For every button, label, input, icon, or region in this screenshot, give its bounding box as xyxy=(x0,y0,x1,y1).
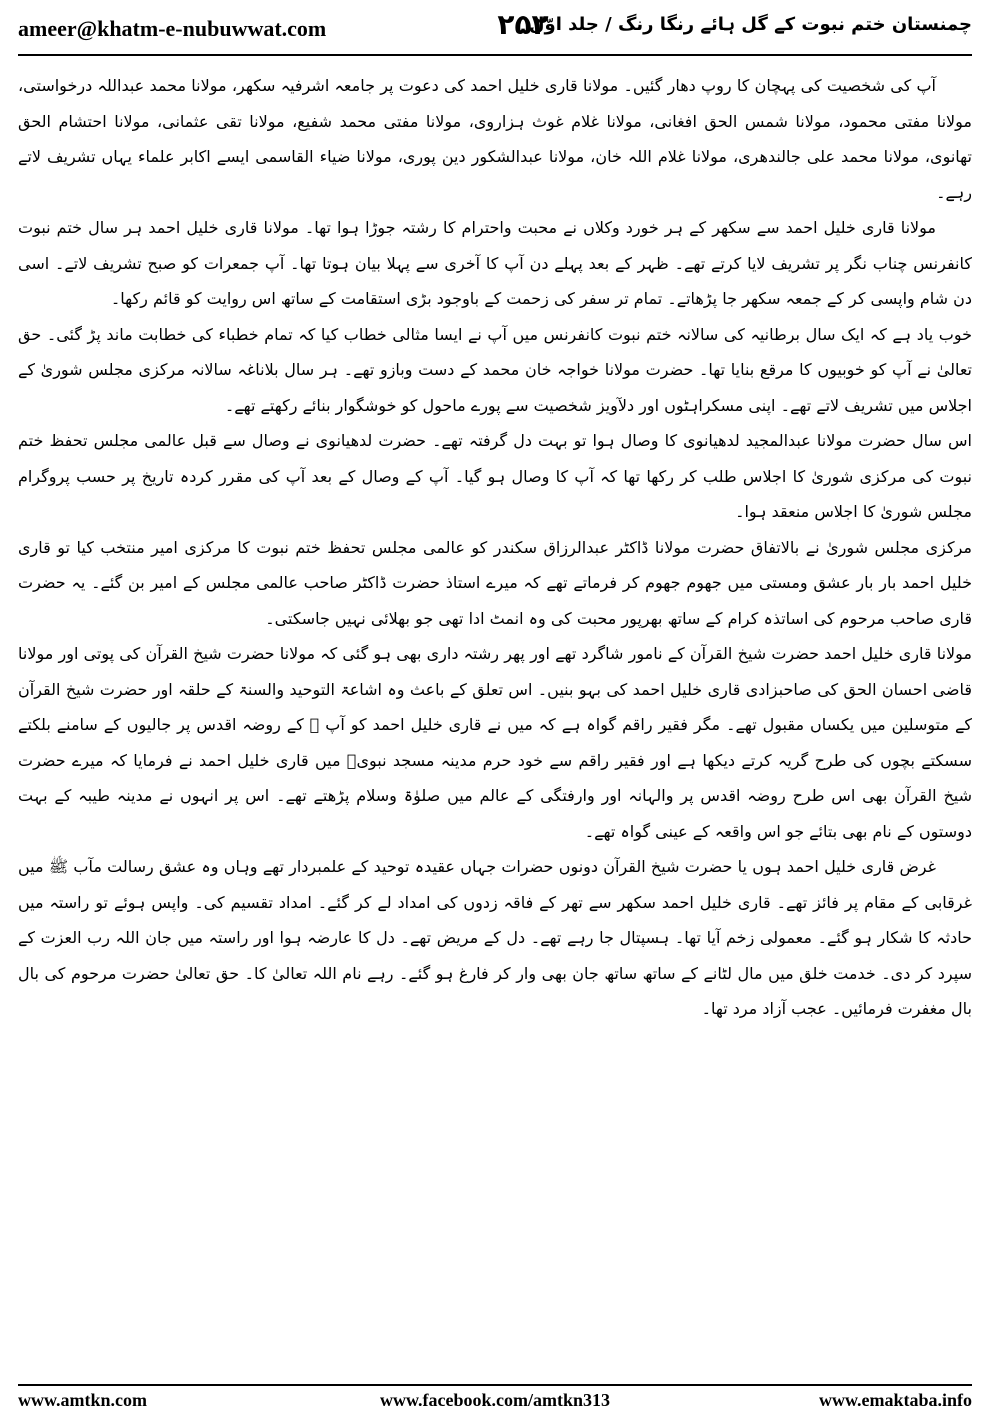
footer-divider xyxy=(18,1384,972,1386)
page-body xyxy=(18,68,972,1374)
page-header xyxy=(18,6,972,50)
header-divider xyxy=(18,54,972,56)
paragraph: خوب یاد ہے کہ ایک سال برطانیہ کی سالانہ ختم نبوت کانفرنس میں آپ نے ایسا مثالی خطاب کیا کہ تمام خطباء کی خطابت ماند پڑ گئی۔ حق تعالیٰ نے آپ کو خوبیوں کا مرقع بنایا تھا۔ حضرت مولانا خواجہ خان محمد کے دست وبازو تھے۔ ہر سال بلاناغہ سالانہ مرکزی مجلس شوریٰ کے اجلاس میں تشریف لاتے تھے۔ اپنی مسکراہٹوں اور دلآویز شخصیت سے پورے ماحول کو خوشگوار بنائے رکھتے تھے۔ xyxy=(18,324,972,415)
paragraph: آپ کی شخصیت کی پہچان کا روپ دھار گئیں۔ مولانا قاری خلیل احمد کی دعوت پر جامعہ اشرفیہ سکھر، مولانا محمد عبداللہ درخواستی، مولانا مفتی محمود، مولانا شمس الحق افغانی، مولانا غلام غوث ہزاروی، مولانا مفتی محمد شفیع، مولانا تقی عثمانی، مولانا احتشام الحق تھانوی، مولانا محمد علی جالندھری، مولانا غلام اللہ خان، مولانا عبدالشکور دین پوری، مولانا ضیاء القاسمی ایسے اکابر علماء یہاں تشریف لاتے رہے۔ xyxy=(18,76,972,202)
page-number: ۲۵۲ xyxy=(497,8,549,41)
footer-link-amtkn[interactable]: www.amtkn.com xyxy=(18,1390,147,1410)
book-title: چمنستان ختم نبوت کے گل ہائے رنگا رنگ / جلد اوّل xyxy=(528,14,972,35)
paragraph: مولانا قاری خلیل احمد سے سکھر کے ہر خورد وکلاں نے محبت واحترام کا رشتہ جوڑا ہوا تھا۔ مولانا قاری خلیل احمد ہر سال ختم نبوت کانفرنس چناب نگر پر تشریف لایا کرتے تھے۔ ظہر کے بعد پہلے دن آپ کا آخری سے پہلا بیان ہوتا تھا۔ آپ جمعرات کو صبح تشریف لاتے۔ اسی دن شام واپسی کر کے جمعہ سکھر جا پڑھاتے۔ تمام تر سفر کی زحمت کے باوجود بڑی استقامت کے ساتھ اس روایت کو قائم رکھا۔ xyxy=(18,218,972,308)
header-email: ameer@khatm-e-nubuwwat.com xyxy=(18,16,327,41)
paragraph: مرکزی مجلس شوریٰ نے بالاتفاق حضرت مولانا ڈاکٹر عبدالرزاق سکندر کو عالمی مجلس تحفظ ختم نبوت کا مرکزی امیر منتخب کیا تو قاری خلیل احمد بار بار عشق ومستی میں جھوم جھوم کر فرماتے تھے کہ میرے استاذ حضرت ڈاکٹر صاحب عالمی مجلس کے امیر بن گئے۔ یہ حضرت قاری صاحب مرحوم کی اساتذہ کرام کے ساتھ بھرپور محبت کی وہ انمٹ ادا تھی جو بھلائی نہیں جاسکتی۔ xyxy=(18,537,972,628)
paragraph: مولانا قاری خلیل احمد حضرت شیخ القرآن کے نامور شاگرد تھے اور پھر رشتہ داری بھی ہو گئی کہ مولانا حضرت شیخ القرآن کی پوتی اور مولانا قاضی احسان الحق کی صاحبزادی قاری خلیل احمد کی بہو بنیں۔ اس تعلق کے باعث وہ اشاعۃ التوحید والسنۃ کے حلقہ اور حضرت شیخ القرآن کے متوسلین میں یکساں مقبول تھے۔ مگر فقیر راقم گواہ ہے کہ میں نے قاری خلیل احمد کو آپ ﷺ کے روضہ اقدس پر جالیوں کے سامنے بلکتے سسکتے بچوں کی طرح گریہ کرتے دیکھا ہے اور فقیر راقم سے خود حرم مدینہ مسجد نبویؐ میں قاری خلیل احمد نے فرمایا کہ میرے حضرت شیخ القرآن بھی اس طرح روضہ اقدس پر والہانہ اور وارفتگی کے عالم میں صلوٰۃ وسلام پڑھتے تھے۔ اس پر انہوں نے مدینہ طیبہ کے بہت دوستوں کے نام بھی بتائے جو اس واقعہ کے عینی گواہ تھے۔ xyxy=(18,644,972,841)
footer-link-facebook[interactable]: www.facebook.com/amtkn313 xyxy=(380,1390,610,1410)
footer-link-emaktaba[interactable]: www.emaktaba.info xyxy=(818,1390,972,1410)
paragraph: غرض قاری خلیل احمد ہوں یا حضرت شیخ القرآن دونوں حضرات جہاں عقیدہ توحید کے علمبردار تھے وہاں وہ عشق رسالت مآب ﷺ میں غرقابی کے مقام پر فائز تھے۔ قاری خلیل احمد سکھر سے تھر کے فاقہ زدوں کی امداد لے کر گئے۔ امداد تقسیم کی۔ واپس ہوئے تو راستہ میں حادثہ کا شکار ہو گئے۔ معمولی زخم آیا تھا۔ ہسپتال جا رہے تھے۔ دل کے مریض تھے۔ دل کا عارضہ ہوا اور راستہ میں جان اللہ رب العزت کے سپرد کر دی۔ خدمت خلق میں مال لٹانے کے ساتھ ساتھ جان بھی وار کر فارغ ہو گئے۔ رہے نام اللہ تعالیٰ کا۔ حق تعالیٰ حضرت مرحوم کی بال بال مغفرت فرمائیں۔ عجب آزاد مرد تھا۔ xyxy=(18,857,973,1018)
paragraph: اس سال حضرت مولانا عبدالمجید لدھیانوی کا وصال ہوا تو بہت دل گرفتہ تھے۔ حضرت لدھیانوی نے وصال سے قبل عالمی مجلس تحفظ ختم نبوت کی مرکزی شوریٰ کا اجلاس طلب کر رکھا تھا کہ آپ کا وصال ہو گیا۔ آپ کے وصال کے بعد آپ کی مقرر کردہ تاریخ پر حسب پروگرام مجلس شوریٰ کا اجلاس منعقد ہوا۔ xyxy=(18,431,972,521)
page-footer xyxy=(18,1390,972,1414)
